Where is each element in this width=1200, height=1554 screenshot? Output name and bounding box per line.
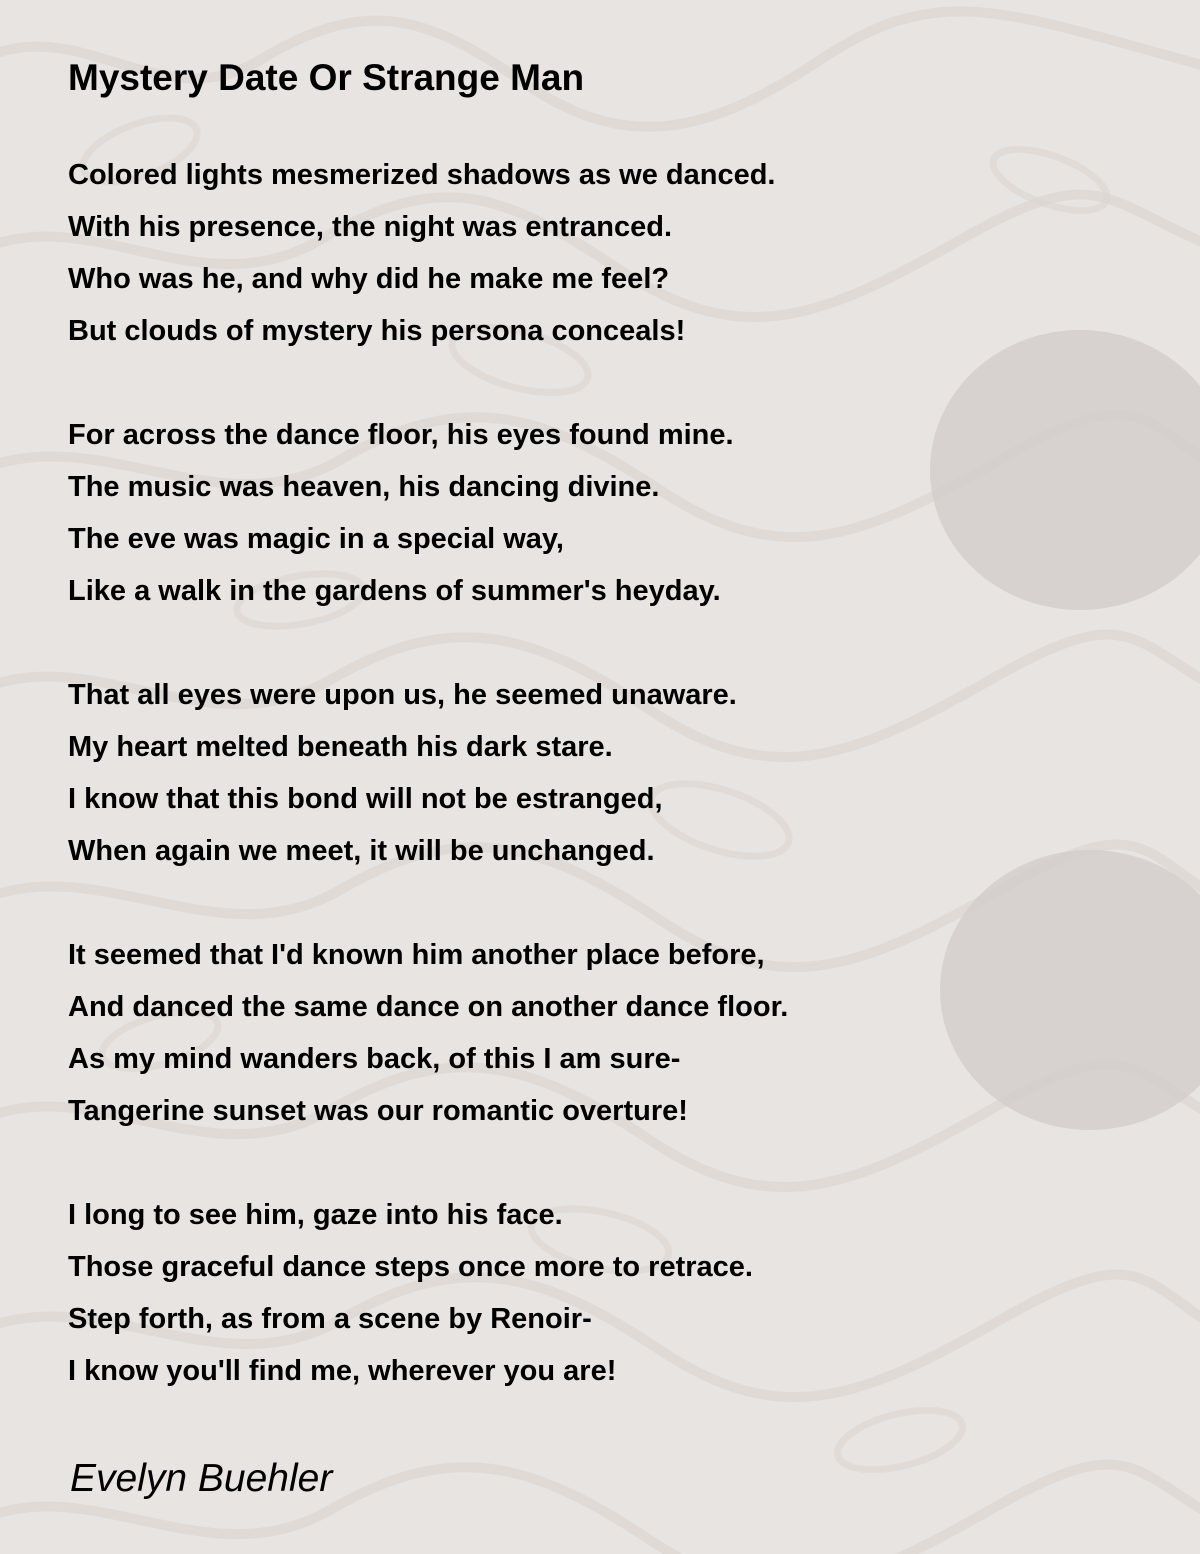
poem-line: Like a walk in the gardens of summer's heyday.: [68, 575, 721, 607]
poem-line: It seemed that I'd known him another place before,: [68, 939, 765, 971]
poem-line: When again we meet, it will be unchanged.: [68, 835, 655, 867]
poem-title: Mystery Date Or Strange Man: [68, 57, 585, 98]
poem-line: Those graceful dance steps once more to retrace.: [68, 1251, 753, 1283]
stanza-3: [68, 669, 737, 877]
poem-line: My heart melted beneath his dark stare.: [68, 731, 613, 763]
poem-line: As my mind wanders back, of this I am sure-: [68, 1043, 681, 1075]
stanza-2: [68, 409, 734, 617]
poem-line: The eve was magic in a special way,: [68, 523, 564, 555]
poem-line: For across the dance floor, his eyes found mine.: [68, 419, 734, 451]
poem-line: I long to see him, gaze into his face.: [68, 1199, 563, 1231]
poem-line: With his presence, the night was entranced.: [68, 211, 673, 243]
stanza-5: [68, 1189, 753, 1397]
poem-line: That all eyes were upon us, he seemed unaware.: [68, 679, 737, 711]
poem-line: Who was he, and why did he make me feel?: [68, 263, 670, 295]
poem-line: Colored lights mesmerized shadows as we danced.: [68, 159, 776, 191]
poem-line: Tangerine sunset was our romantic overture!: [68, 1095, 688, 1127]
stanza-1: [68, 149, 775, 357]
poem-author: Evelyn Buehler: [70, 1457, 333, 1500]
poem-line: I know you'll find me, wherever you are!: [68, 1355, 617, 1387]
ink-blots: [930, 330, 1200, 1130]
stanza-4: [68, 929, 788, 1137]
poem-line: But clouds of mystery his persona conceals!: [68, 315, 686, 347]
poem-line: I know that this bond will not be estranged,: [68, 783, 663, 815]
poem-line: And danced the same dance on another dance floor.: [68, 991, 789, 1023]
poem-line: The music was heaven, his dancing divine.: [68, 471, 660, 503]
poem-line: Step forth, as from a scene by Renoir-: [68, 1303, 592, 1335]
